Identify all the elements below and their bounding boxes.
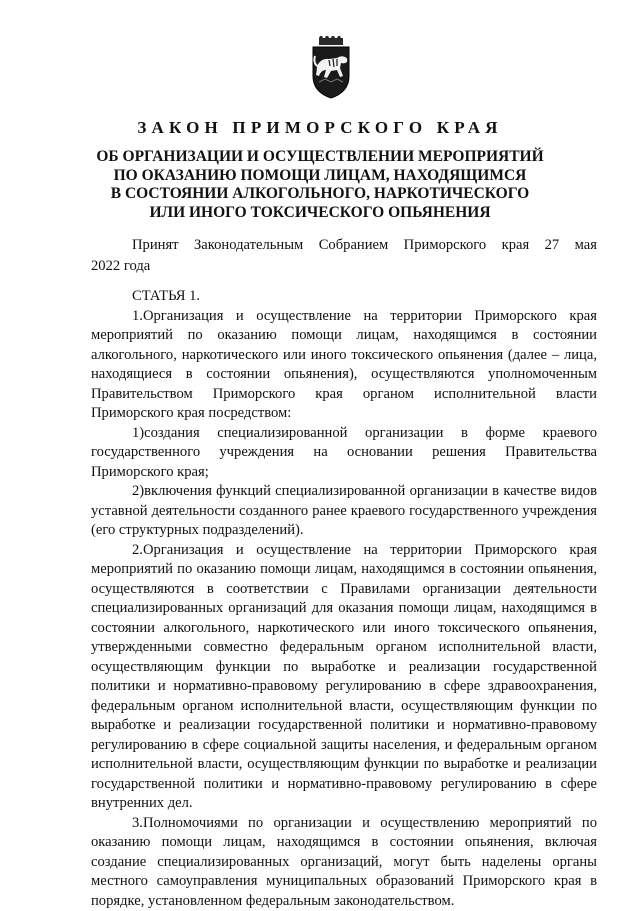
law-subtitle bbox=[60, 148, 580, 222]
article-heading: СТАТЬЯ 1. bbox=[91, 287, 597, 307]
adoption-line: Принят Законодательным Собранием Приморского края 27 мая bbox=[91, 235, 597, 256]
subtitle-line: В СОСТОЯНИИ АЛКОГОЛЬНОГО, НАРКОТИЧЕСКОГО bbox=[60, 185, 580, 204]
paragraph: 1)создания специализированной организации в форме краевого государственного учреждения на основании решения Правительства Приморского края; bbox=[91, 424, 597, 483]
subtitle-line: ОБ ОРГАНИЗАЦИИ И ОСУЩЕСТВЛЕНИИ МЕРОПРИЯТИЙ bbox=[60, 148, 580, 167]
adoption-note bbox=[91, 235, 597, 276]
subtitle-line: ПО ОКАЗАНИЮ ПОМОЩИ ЛИЦАМ, НАХОДЯЩИМСЯ bbox=[60, 167, 580, 186]
paragraph: 3.Полномочиями по организации и осуществлению мероприятий по оказанию помощи лицам, находящимся в состоянии опьянения, включая создание специализированных организаций, могут быть наделены органы местного самоуправления муниципальных образований Приморского края в порядке, установленном федеральным законодательством. bbox=[91, 814, 597, 911]
law-title: ЗАКОН ПРИМОРСКОГО КРАЯ bbox=[0, 118, 640, 138]
paragraph: 2)включения функций специализированной организации в качестве видов уставной деятельности созданного ранее краевого государственного учреждения (его структурных подразделений). bbox=[91, 482, 597, 541]
subtitle-line: ИЛИ ИНОГО ТОКСИЧЕСКОГО ОПЬЯНЕНИЯ bbox=[60, 204, 580, 223]
crown-icon bbox=[319, 36, 343, 45]
paragraph: 2.Организация и осуществление на территории Приморского края мероприятий по оказанию помощи лицам, находящимся в состоянии опьянения, осуществляются в соответствии с Правилами организации деятельности специализированных организаций для оказания помощи лицам, находящимся в состоянии алкогольного, наркотического или иного токсического опьянения, утвержденными совместно федеральным органом исполнительной власти, осуществляющим функции по выработке и реализации государственной политики и нормативно-правовому регулированию в сфере здравоохранения, федеральным органом исполнительной власти, осуществляющим функции по выработке и реализации государственной политики и нормативно-правовому регулированию в сфере социальной защиты населения, и федеральным органом исполнительной власти, осуществляющим функции по выработке и реализации государственной политики и нормативно-правовому регулированию в сфере внутренних дел. bbox=[91, 541, 597, 814]
adoption-year: 2022 года bbox=[91, 256, 597, 277]
coat-of-arms-icon bbox=[305, 36, 357, 100]
article-body bbox=[91, 287, 597, 911]
paragraph: 1.Организация и осуществление на территории Приморского края мероприятий по оказанию помощи лицам, находящимся в состоянии алкогольного, наркотического или иного токсического опьянения (далее – лица, находящиеся в состоянии опьянения), осуществляются уполномоченным Правительством Приморского края органом исполнительной власти Приморского края посредством: bbox=[91, 307, 597, 424]
